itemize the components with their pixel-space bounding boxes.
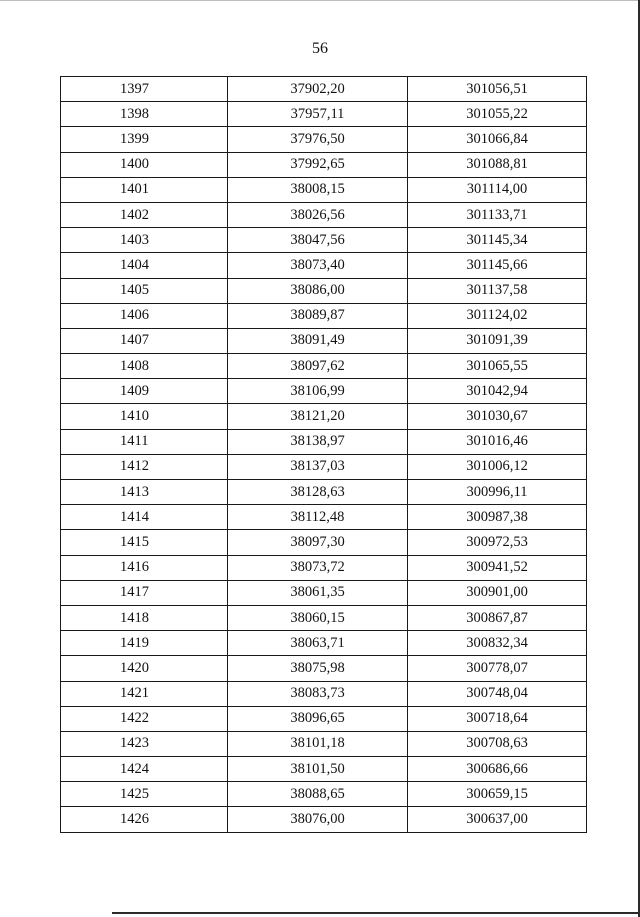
point-number-cell: 1404 [61, 253, 228, 278]
table-row [61, 757, 587, 782]
x-coordinate-cell: 38076,00 [228, 807, 408, 832]
point-number-cell: 1424 [61, 757, 228, 782]
x-coordinate-cell: 38097,62 [228, 354, 408, 379]
y-coordinate-cell: 300708,63 [408, 731, 587, 756]
x-coordinate-cell: 38091,49 [228, 328, 408, 353]
table-row [61, 505, 587, 530]
point-number-cell: 1411 [61, 429, 228, 454]
point-number-cell: 1410 [61, 404, 228, 429]
table-row [61, 656, 587, 681]
table-row [61, 706, 587, 731]
x-coordinate-cell: 37957,11 [228, 102, 408, 127]
table-row [61, 631, 587, 656]
y-coordinate-cell: 301056,51 [408, 77, 587, 102]
page-number: 56 [312, 40, 328, 57]
point-number-cell: 1421 [61, 681, 228, 706]
x-coordinate-cell: 38096,65 [228, 706, 408, 731]
x-coordinate-cell: 38097,30 [228, 530, 408, 555]
y-coordinate-cell: 300637,00 [408, 807, 587, 832]
y-coordinate-cell: 301133,71 [408, 202, 587, 227]
scan-edge-bottom [112, 912, 638, 914]
point-number-cell: 1413 [61, 480, 228, 505]
y-coordinate-cell: 301124,02 [408, 303, 587, 328]
y-coordinate-cell: 300996,11 [408, 480, 587, 505]
point-number-cell: 1409 [61, 379, 228, 404]
y-coordinate-cell: 301114,00 [408, 177, 587, 202]
y-coordinate-cell: 300972,53 [408, 530, 587, 555]
table-row [61, 303, 587, 328]
x-coordinate-cell: 38138,97 [228, 429, 408, 454]
table-row [61, 253, 587, 278]
point-number-cell: 1415 [61, 530, 228, 555]
point-number-cell: 1414 [61, 505, 228, 530]
point-number-cell: 1407 [61, 328, 228, 353]
point-number-cell: 1420 [61, 656, 228, 681]
x-coordinate-cell: 38073,72 [228, 555, 408, 580]
x-coordinate-cell: 37902,20 [228, 77, 408, 102]
table-row [61, 177, 587, 202]
table-row [61, 605, 587, 630]
point-number-cell: 1426 [61, 807, 228, 832]
scan-edge-top [0, 0, 640, 1]
x-coordinate-cell: 38083,73 [228, 681, 408, 706]
y-coordinate-cell: 300686,66 [408, 757, 587, 782]
y-coordinate-cell: 300748,04 [408, 681, 587, 706]
x-coordinate-cell: 38026,56 [228, 202, 408, 227]
point-number-cell: 1425 [61, 782, 228, 807]
table-row [61, 127, 587, 152]
x-coordinate-cell: 38106,99 [228, 379, 408, 404]
point-number-cell: 1412 [61, 454, 228, 479]
y-coordinate-cell: 301055,22 [408, 102, 587, 127]
y-coordinate-cell: 300867,87 [408, 605, 587, 630]
y-coordinate-cell: 301030,67 [408, 404, 587, 429]
y-coordinate-cell: 300832,34 [408, 631, 587, 656]
x-coordinate-cell: 37992,65 [228, 152, 408, 177]
table-row [61, 404, 587, 429]
y-coordinate-cell: 300718,64 [408, 706, 587, 731]
table-row [61, 379, 587, 404]
y-coordinate-cell: 301137,58 [408, 278, 587, 303]
y-coordinate-cell: 300778,07 [408, 656, 587, 681]
table-row [61, 530, 587, 555]
point-number-cell: 1398 [61, 102, 228, 127]
y-coordinate-cell: 300941,52 [408, 555, 587, 580]
table-row [61, 782, 587, 807]
point-number-cell: 1422 [61, 706, 228, 731]
y-coordinate-cell: 300987,38 [408, 505, 587, 530]
x-coordinate-cell: 38137,03 [228, 454, 408, 479]
x-coordinate-cell: 38060,15 [228, 605, 408, 630]
table-row [61, 152, 587, 177]
point-number-cell: 1402 [61, 202, 228, 227]
y-coordinate-cell: 301006,12 [408, 454, 587, 479]
point-number-cell: 1406 [61, 303, 228, 328]
y-coordinate-cell: 301091,39 [408, 328, 587, 353]
point-number-cell: 1423 [61, 731, 228, 756]
table-row [61, 202, 587, 227]
coordinates-table [60, 76, 587, 833]
table-row [61, 228, 587, 253]
x-coordinate-cell: 38075,98 [228, 656, 408, 681]
point-number-cell: 1418 [61, 605, 228, 630]
x-coordinate-cell: 38088,65 [228, 782, 408, 807]
table-row [61, 454, 587, 479]
point-number-cell: 1408 [61, 354, 228, 379]
x-coordinate-cell: 38073,40 [228, 253, 408, 278]
table-row [61, 480, 587, 505]
point-number-cell: 1403 [61, 228, 228, 253]
y-coordinate-cell: 301066,84 [408, 127, 587, 152]
point-number-cell: 1399 [61, 127, 228, 152]
point-number-cell: 1405 [61, 278, 228, 303]
table-row [61, 731, 587, 756]
x-coordinate-cell: 38061,35 [228, 580, 408, 605]
y-coordinate-cell: 301065,55 [408, 354, 587, 379]
table-row [61, 580, 587, 605]
x-coordinate-cell: 38063,71 [228, 631, 408, 656]
x-coordinate-cell: 38089,87 [228, 303, 408, 328]
table-row [61, 77, 587, 102]
x-coordinate-cell: 37976,50 [228, 127, 408, 152]
table-row [61, 807, 587, 832]
x-coordinate-cell: 38047,56 [228, 228, 408, 253]
point-number-cell: 1419 [61, 631, 228, 656]
y-coordinate-cell: 301088,81 [408, 152, 587, 177]
x-coordinate-cell: 38086,00 [228, 278, 408, 303]
x-coordinate-cell: 38128,63 [228, 480, 408, 505]
table-row [61, 429, 587, 454]
table-row [61, 354, 587, 379]
table-row [61, 328, 587, 353]
point-number-cell: 1397 [61, 77, 228, 102]
y-coordinate-cell: 300659,15 [408, 782, 587, 807]
x-coordinate-cell: 38112,48 [228, 505, 408, 530]
table-row [61, 681, 587, 706]
x-coordinate-cell: 38121,20 [228, 404, 408, 429]
point-number-cell: 1401 [61, 177, 228, 202]
y-coordinate-cell: 301145,34 [408, 228, 587, 253]
x-coordinate-cell: 38101,50 [228, 757, 408, 782]
point-number-cell: 1417 [61, 580, 228, 605]
table-row [61, 278, 587, 303]
point-number-cell: 1416 [61, 555, 228, 580]
y-coordinate-cell: 300901,00 [408, 580, 587, 605]
table-body [61, 77, 587, 833]
point-number-cell: 1400 [61, 152, 228, 177]
y-coordinate-cell: 301145,66 [408, 253, 587, 278]
y-coordinate-cell: 301016,46 [408, 429, 587, 454]
table-row [61, 555, 587, 580]
y-coordinate-cell: 301042,94 [408, 379, 587, 404]
table-row [61, 102, 587, 127]
x-coordinate-cell: 38008,15 [228, 177, 408, 202]
x-coordinate-cell: 38101,18 [228, 731, 408, 756]
